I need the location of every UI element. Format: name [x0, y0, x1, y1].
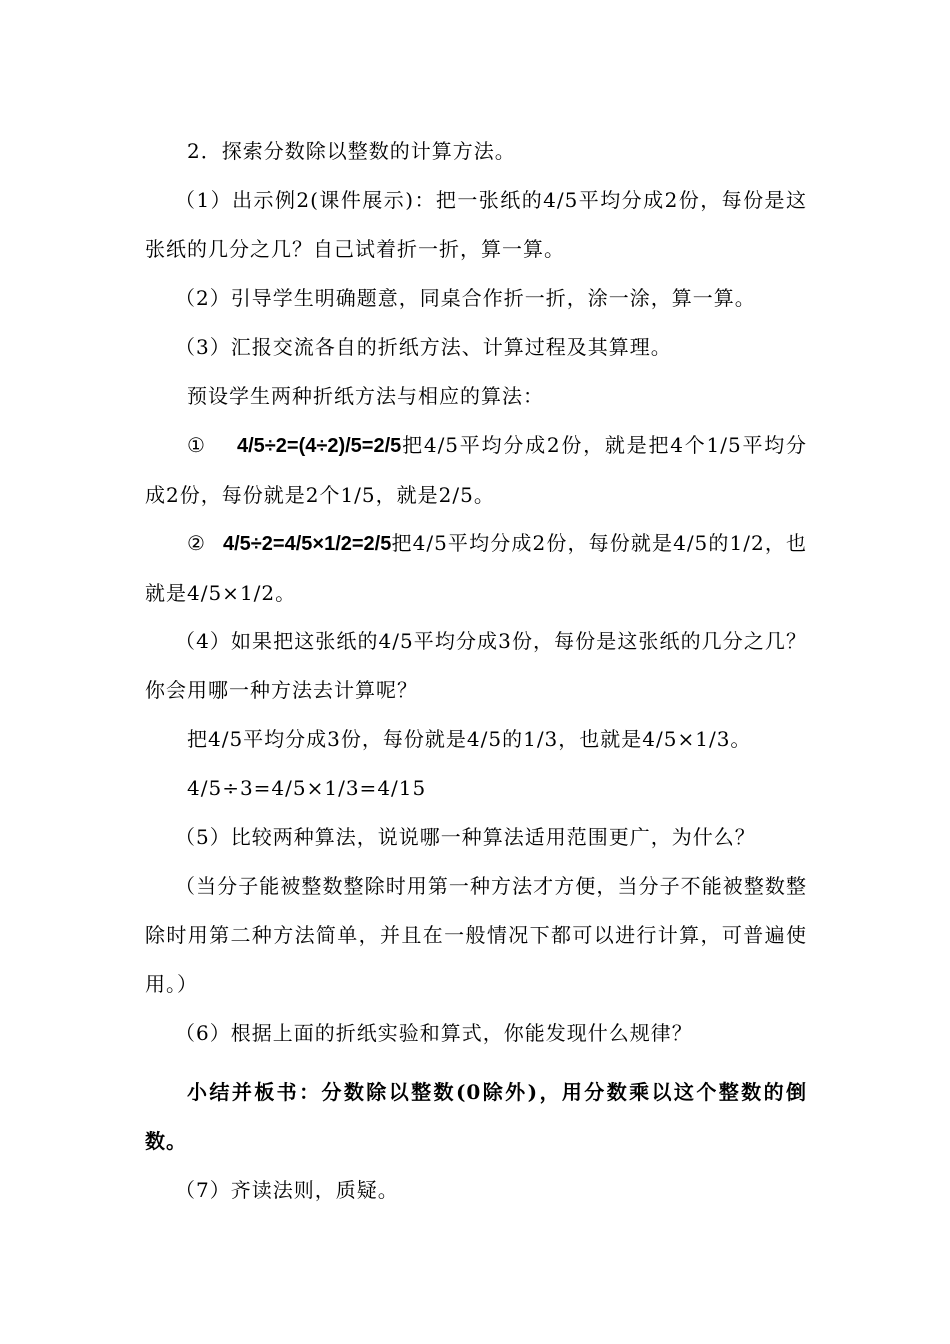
- paragraph-step-4: （4）如果把这张纸的4/5平均分成3份，每份是这张纸的几分之几？你会用哪一种方法去计算呢？: [145, 629, 807, 702]
- paragraph-step-3: （3）汇报交流各自的折纸方法、计算过程及其算理。: [175, 335, 672, 359]
- method-text: 把4/5平均分成2份，就是把4个1/5平均分成2份，每份就是2个1/5，就是2/5。: [145, 433, 807, 507]
- paragraph-step-4-answer: 把4/5平均分成3份，每份就是4/5的1/3，也就是4/5×1/3。: [187, 727, 752, 751]
- equation: 4/5÷2=4/5×1/2=2/5: [223, 533, 392, 555]
- paragraph-step-2: （2）引导学生明确题意，同桌合作折一折，涂一涂，算一算。: [175, 286, 756, 310]
- paragraph-method-1: [145, 421, 807, 520]
- section-heading: 2．探索分数除以整数的计算方法。: [187, 139, 516, 163]
- equation: 4/5÷2=(4÷2)/5=2/5: [237, 435, 402, 457]
- paragraph-step-4-equation: 4/5÷3=4/5×1/3=4/15: [187, 776, 427, 800]
- paragraph-step-5-answer: （当分子能被整数整除时用第一种方法才方便，当分子不能被整数整除时用第二种方法简单，并且在一般情况下都可以进行计算，可普遍使用。）: [145, 874, 807, 996]
- paragraph-method-2: [145, 519, 807, 618]
- paragraph-step-6: （6）根据上面的折纸实验和算式，你能发现什么规律？: [175, 1021, 693, 1045]
- list-marker: ②: [187, 531, 206, 555]
- list-marker: ①: [187, 433, 206, 457]
- paragraph-step-5: （5）比较两种算法，说说哪一种算法适用范围更广，为什么？: [175, 825, 756, 849]
- paragraph-summary: 小结并板书：分数除以整数(0除外)，用分数乘以这个整数的倒数。: [145, 1080, 807, 1153]
- paragraph-preset: 预设学生两种折纸方法与相应的算法：: [187, 384, 544, 408]
- method-text: 把4/5平均分成2份，每份就是4/5的1/2，也就是4/5×1/2。: [145, 531, 807, 605]
- paragraph-example-2: （1）出示例2(课件展示)：把一张纸的4/5平均分成2份，每份是这张纸的几分之几？自己试着折一折，算一算。: [145, 188, 807, 261]
- paragraph-step-7: （7）齐读法则，质疑。: [175, 1178, 399, 1202]
